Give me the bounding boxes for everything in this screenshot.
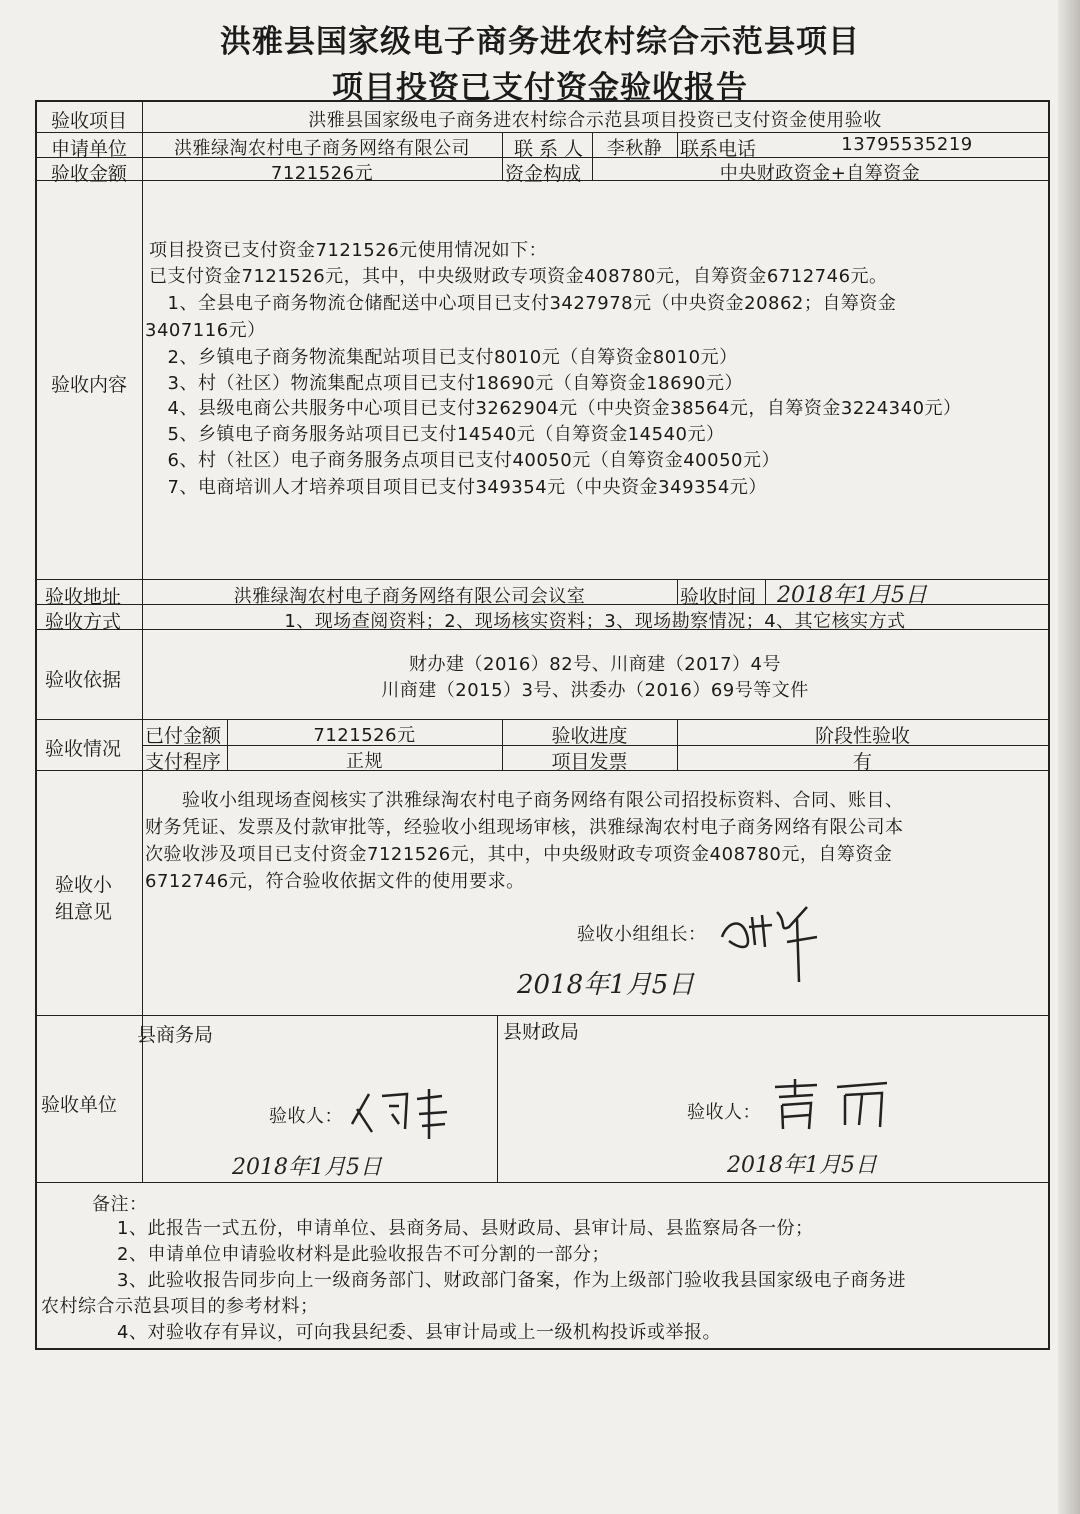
opinion-line: 6712746元，符合验收依据文件的使用要求。 <box>145 871 525 892</box>
content-line: 5、乡镇电子商务服务站项目已支付14540元（自筹资金14540元） <box>149 424 725 445</box>
content-line: 6、村（社区）电子商务服务点项目已支付40050元（自筹资金40050元） <box>149 450 780 471</box>
note-line: 4、对验收存有异议，可向我县纪委、县审计局或上一级机构投诉或举报。 <box>117 1322 721 1343</box>
finance-receiver-signature <box>767 1077 897 1141</box>
units-label: 验收单位 <box>41 1094 118 1116</box>
contact-value: 李秋静 <box>606 138 663 159</box>
applicant-label: 申请单位 <box>51 138 128 160</box>
method-value: 1、现场查阅资料；2、现场核实资料；3、现场勘察情况；4、其它核实方式 <box>284 611 906 632</box>
structure-value: 中央财政资金+自筹资金 <box>719 163 921 184</box>
commerce-receiver-signature <box>347 1084 457 1148</box>
procedure-label: 支付程序 <box>145 751 222 773</box>
opinion-line: 验收小组现场查阅核实了洪雅绿淘农村电子商务网络有限公司招投标资料、合同、账目、 <box>145 790 904 811</box>
commerce-date-handwritten: 2018年1月5日 <box>232 1155 382 1180</box>
note-line: 2、申请单位申请验收材料是此验收报告不可分割的一部分； <box>117 1244 610 1265</box>
time-value-handwritten: 2018年1月5日 <box>777 583 927 608</box>
content-line: 1、全县电子商务物流仓储配送中心项目已支付3427978元（中央资金20862；自筹资金 <box>149 293 897 314</box>
phone-value: 13795535219 <box>841 134 973 155</box>
address-value: 洪雅绿淘农村电子商务网络有限公司会议室 <box>233 586 586 607</box>
project-value: 洪雅县国家级电子商务进农村综合示范县项目投资已支付资金使用验收 <box>308 110 882 131</box>
note-line: 3、此验收报告同步向上一级商务部门、财政部门备案，作为上级部门验收我县国家级电子商务进 <box>117 1270 906 1291</box>
basis-line1: 财办建（2016）82号、川商建（2017）4号 <box>409 654 781 675</box>
commerce-receiver-label: 验收人： <box>269 1106 343 1127</box>
notes-title: 备注： <box>92 1194 148 1215</box>
status-label: 验收情况 <box>45 738 122 760</box>
progress-label: 验收进度 <box>551 725 628 747</box>
opinion-label-line1: 验收小 <box>55 874 113 896</box>
finance-bureau-title: 县财政局 <box>503 1021 580 1043</box>
content-label: 验收内容 <box>51 374 128 396</box>
paid-label: 已付金额 <box>145 725 222 747</box>
applicant-value: 洪雅绿淘农村电子商务网络有限公司 <box>174 138 470 159</box>
note-line: 1、此报告一式五份，申请单位、县商务局、县财政局、县审计局、县监察局各一份； <box>117 1218 814 1239</box>
content-line: 7、电商培训人才培养项目项目已支付349354元（中央资金349354元） <box>149 477 767 498</box>
address-label: 验收地址 <box>45 586 122 608</box>
content-line: 项目投资已支付资金7121526元使用情况如下： <box>149 240 548 261</box>
finance-date-handwritten: 2018年1月5日 <box>727 1153 877 1178</box>
report-title-line1: 洪雅县国家级电子商务进农村综合示范县项目 <box>220 24 860 60</box>
leader-signature <box>717 897 837 991</box>
paper-edge <box>1058 0 1080 1514</box>
invoice-value: 有 <box>852 751 872 773</box>
content-line: 4、县级电商公共服务中心项目已支付3262904元（中央资金38564元，自筹资金3224340元） <box>149 398 962 419</box>
opinion-date-handwritten: 2018年1月5日 <box>517 970 695 1000</box>
contact-label: 联 系 人 <box>513 138 584 160</box>
content-line: 已支付资金7121526元，其中，中央级财政专项资金408780元，自筹资金6712746元。 <box>149 266 888 287</box>
amount-label: 验收金额 <box>51 163 128 185</box>
structure-label: 资金构成 <box>505 163 582 185</box>
method-label: 验收方式 <box>45 611 122 633</box>
finance-receiver-label: 验收人： <box>687 1102 761 1123</box>
commerce-bureau-title: 县商务局 <box>137 1024 214 1046</box>
opinion-line: 财务凭证、发票及付款审批等，经验收小组现场审核，洪雅绿淘农村电子商务网络有限公司本 <box>145 817 904 838</box>
invoice-label: 项目发票 <box>551 751 628 773</box>
project-label: 验收项目 <box>51 110 128 132</box>
phone-label: 联系电话 <box>680 138 757 160</box>
report-form <box>35 100 1050 1350</box>
opinion-line: 次验收涉及项目已支付资金7121526元，其中，中央级财政专项资金408780元，自筹资金 <box>145 844 893 865</box>
amount-value: 7121526元 <box>270 163 374 184</box>
basis-line2: 川商建（2015）3号、洪委办（2016）69号等文件 <box>381 680 809 701</box>
leader-label: 验收小组组长： <box>577 924 707 945</box>
opinion-label-line2: 组意见 <box>55 901 113 923</box>
report-title-line2: 项目投资已支付资金验收报告 <box>332 70 748 106</box>
progress-value: 阶段性验收 <box>814 725 910 747</box>
basis-label: 验收依据 <box>45 669 122 691</box>
content-line: 2、乡镇电子商务物流集配站项目已支付8010元（自筹资金8010元） <box>149 347 738 368</box>
content-line: 3407116元） <box>145 320 266 341</box>
time-label: 验收时间 <box>680 586 757 608</box>
procedure-value: 正规 <box>346 751 383 772</box>
paid-value: 7121526元 <box>313 725 416 746</box>
note-line: 农村综合示范县项目的参考材料； <box>41 1296 319 1317</box>
content-line: 3、村（社区）物流集配点项目已支付18690元（自筹资金18690元） <box>149 373 743 394</box>
